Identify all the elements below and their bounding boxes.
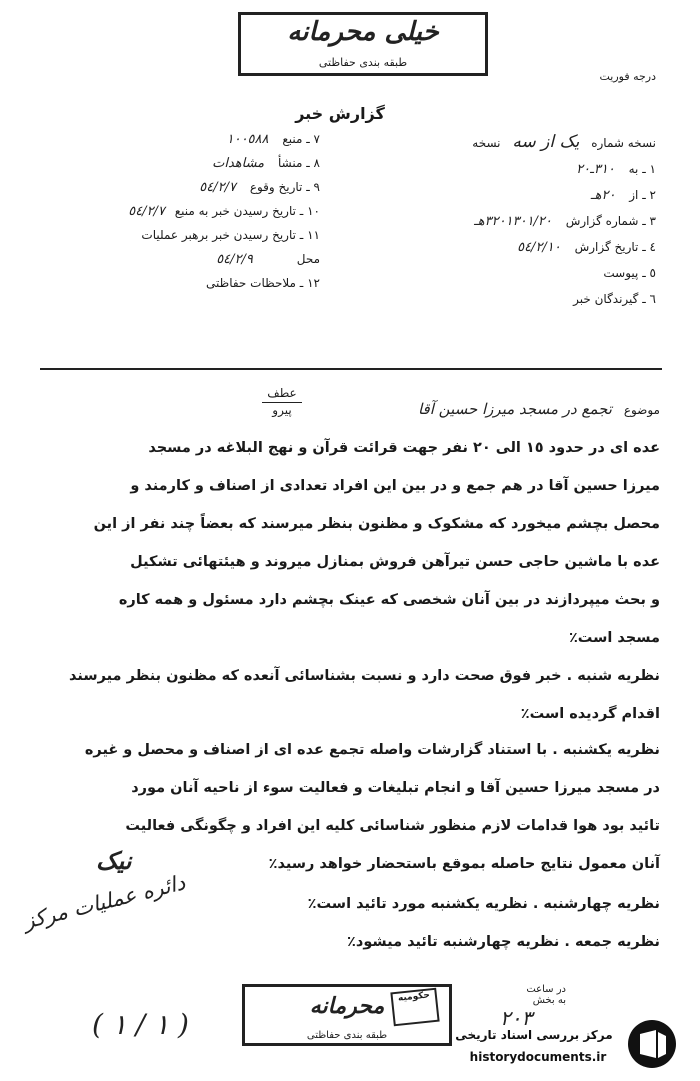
body-line: نظریه یکشنبه . با استناد گزارشات واصله تجمع عده ای از اصناف و محصل و غیره	[84, 742, 660, 758]
section-divider	[40, 368, 662, 370]
routing-line: در ساعت	[526, 984, 566, 995]
priority-label: درجه فوریت	[599, 70, 656, 83]
body-line: آنان معمول نتایج حاصله بموقع باستحضار خواهد رسید٪	[268, 856, 660, 872]
form-label: ٤ ـ تاریخ گزارش	[574, 240, 656, 254]
form-left-column	[40, 132, 320, 300]
copy-number-row	[406, 132, 656, 152]
form-label: ٩ ـ تاریخ وقوع	[249, 180, 320, 194]
form-value: ٣١٠ـ٢٠	[576, 162, 615, 177]
archive-logo-icon	[626, 1018, 678, 1074]
form-row	[396, 292, 656, 318]
form-row	[396, 214, 656, 240]
ref-top: عطف	[267, 386, 297, 400]
form-right-column	[396, 162, 656, 318]
form-row	[40, 156, 320, 180]
body-line: نظریه جمعه . نظریه چهارشنبه تائید میشود٪	[347, 934, 660, 950]
form-value: ٢٠هـ	[590, 188, 616, 203]
body-line: و بحث میپردازند در بین آنان شخصی که عینک بچشم دارد مسئول و همه کاره	[118, 592, 660, 608]
form-value: ٣٢٠١٣٠١/٢٠هـ	[474, 214, 552, 229]
stamp-handwritten-text: محرمانه	[309, 993, 385, 1019]
inner-stamp-text: حکومیه	[397, 990, 431, 1004]
form-row	[396, 266, 656, 292]
form-label: ١ ـ به	[628, 162, 656, 176]
form-label: ٢ ـ از	[629, 188, 656, 202]
body-line: نظریه شنبه . خبر فوق صحت دارد و نسبت بشناسائی آنعده که مظنون بنظر میرسند	[69, 668, 660, 684]
body-line: نظریه چهارشنبه . نظریه یکشنبه مورد تائید است٪	[307, 896, 660, 912]
form-value: ١٠٠٥٨٨	[226, 132, 269, 147]
reference-block	[262, 386, 302, 417]
stamp-handwritten-text: خیلی محرمانه	[287, 17, 439, 47]
routing-hand-note: ۲۰۳	[500, 1006, 533, 1030]
form-row	[396, 188, 656, 214]
routing-line: به بخش	[532, 995, 566, 1006]
handwritten-initials: ( ۱ / ۱ )	[92, 1008, 189, 1041]
form-value: ٥٤/٢/٧	[199, 180, 236, 195]
watermark-fa: مرکز بررسی اسناد تاریخی	[455, 1028, 613, 1042]
stamp-caption: طبقه بندی حفاظتی	[318, 56, 408, 69]
watermark-en: historydocuments.ir	[469, 1050, 607, 1064]
form-label: محل	[296, 252, 320, 266]
body-line: میرزا حسین آقا در هم جمع و در بین این افراد تعدادی از اصناف و کارمند و	[130, 478, 660, 494]
handwritten-note: نیک	[96, 846, 132, 875]
body-line: عده ای در حدود ١٥ الی ٢٠ نفر جهت قرائت قرآن و نهج البلاغه در مسجد	[148, 440, 660, 456]
form-row	[396, 240, 656, 266]
classification-stamp-top	[238, 12, 488, 76]
ref-bottom: پیرو	[262, 402, 302, 417]
document-title: گزارش خبر	[295, 104, 385, 123]
routing-box	[456, 984, 566, 1006]
body-line: محصل بچشم میخورد که مشکوک و مظنون بنظر میرسند که بعضاً چند نفر از این	[93, 516, 660, 532]
form-row	[40, 276, 320, 300]
subject-label: موضوع	[623, 403, 660, 417]
body-line: مسجد است٪	[568, 630, 660, 646]
form-value: ٥٤/٢/٧	[128, 204, 165, 219]
form-row	[40, 252, 320, 276]
body-line: تائید بود هوا قدامات لازم منظور شناسائی کلیه این افراد و چگونگی فعالیت	[125, 818, 660, 834]
form-value: مشاهدات	[212, 156, 265, 171]
copy-label: نسخه شماره	[591, 136, 656, 150]
form-row	[40, 132, 320, 156]
stamp-caption: طبقه بندی حفاظتی	[306, 1030, 388, 1041]
form-value: ٥٤/٢/١٠	[517, 240, 561, 255]
copy-hand: یک از سه	[512, 132, 580, 152]
form-label: ٧ ـ منبع	[282, 132, 320, 146]
form-label: ١١ ـ تاریخ رسیدن خبر برهبر عملیات	[141, 228, 320, 242]
subject-text: تجمع در مسجد میرزا حسین آقا	[417, 400, 612, 418]
form-label: ٨ ـ منشأ	[277, 156, 320, 170]
form-row	[396, 162, 656, 188]
form-label: ٣ ـ شماره گزارش	[565, 214, 656, 228]
body-line: عده با ماشین حاجی حسن تیرآهن فروش بمنازل میروند و هیئتهائی تشکیل	[130, 554, 660, 570]
body-line: در مسجد میرزا حسین آقا و انجام تبلیغات و فعالیت سوء از ناحیه آنان مورد	[131, 780, 660, 796]
form-row	[40, 228, 320, 252]
form-label: ١٢ ـ ملاحظات حفاظتی	[206, 276, 320, 290]
form-label: ٦ ـ گیرندگان خبر	[573, 292, 656, 306]
subject-row	[20, 400, 660, 418]
form-label: ٥ ـ پیوست	[603, 266, 656, 280]
handwritten-signature: دائره عملیات مرکز	[21, 870, 188, 934]
copy-suffix: نسخه	[472, 136, 501, 150]
form-label: ١٠ ـ تاریخ رسیدن خبر به منبع	[174, 204, 320, 218]
inner-rubber-stamp	[390, 988, 439, 1027]
form-row	[40, 180, 320, 204]
body-line: اقدام گردیده است٪	[520, 706, 660, 722]
form-row	[40, 204, 320, 228]
form-value: ٥٤/٢/٩	[216, 252, 253, 267]
